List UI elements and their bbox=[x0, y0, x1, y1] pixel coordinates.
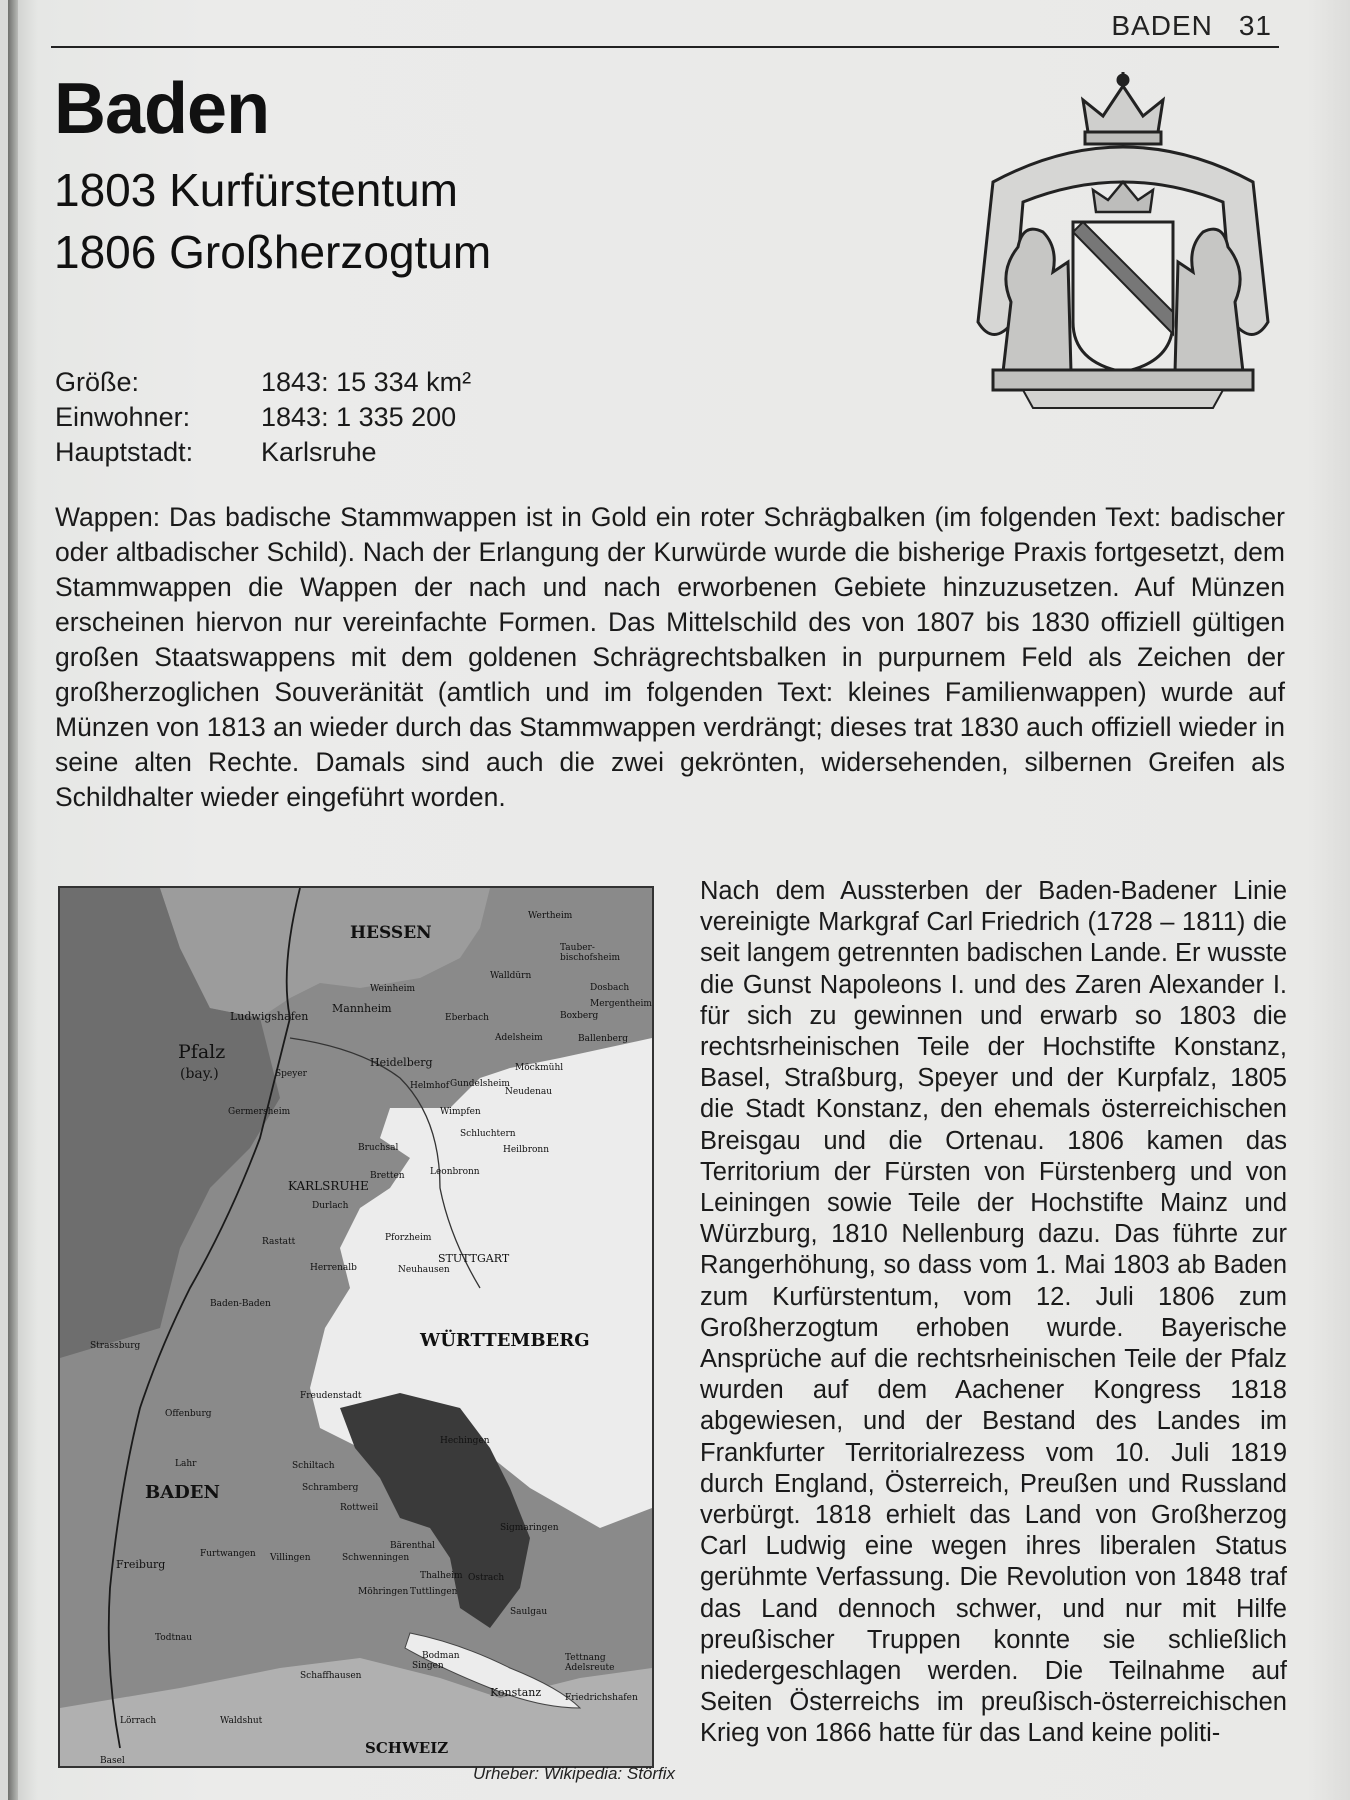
fact-table bbox=[55, 365, 471, 470]
map-place: Sigmaringen bbox=[500, 1523, 559, 1533]
map-place: Tauber- bbox=[560, 943, 595, 953]
fact-value: 1843: 15 334 km² bbox=[261, 367, 472, 397]
map-place: Strassburg bbox=[90, 1341, 141, 1351]
map-place: Wimpfen bbox=[440, 1107, 481, 1117]
fact-label: Größe: bbox=[55, 367, 140, 397]
map-place: Germersheim bbox=[228, 1107, 291, 1117]
map-place: Neuhausen bbox=[398, 1265, 450, 1275]
map-place: Durlach bbox=[312, 1201, 349, 1211]
map-place: Adelsheim bbox=[495, 1033, 543, 1043]
map-place: Tuttlingen bbox=[410, 1587, 458, 1597]
map-place: Möhringen bbox=[358, 1587, 409, 1597]
map-place: Singen bbox=[412, 1661, 444, 1671]
map-place: Bodman bbox=[422, 1651, 460, 1661]
map-place: Helmhof bbox=[410, 1081, 450, 1091]
map-place: Basel bbox=[100, 1756, 125, 1766]
map-place: Möckmühl bbox=[515, 1063, 564, 1073]
map-place: Herrenalb bbox=[310, 1263, 357, 1273]
map-place: Boxberg bbox=[560, 1011, 599, 1021]
fact-label: Hauptstadt: bbox=[55, 437, 194, 467]
map-place: Neudenau bbox=[505, 1087, 553, 1097]
map-place: Offenburg bbox=[165, 1409, 212, 1419]
map-place: Waldshut bbox=[220, 1716, 263, 1726]
small-crown-icon bbox=[1093, 182, 1153, 212]
map-place: Schiltach bbox=[292, 1461, 335, 1471]
map-place: Heilbronn bbox=[503, 1145, 550, 1155]
map-place: Freudenstadt bbox=[300, 1391, 362, 1401]
map-place: Bretten bbox=[370, 1171, 405, 1181]
map-place: Bruchsal bbox=[358, 1143, 399, 1153]
running-head bbox=[1085, 10, 1272, 42]
map-place: Weinheim bbox=[370, 984, 416, 994]
map-caption: Urheber: Wikipedia: Störfix bbox=[473, 1764, 676, 1783]
map-label-pfalz-note: (bay.) bbox=[180, 1066, 219, 1082]
page-number: 31 bbox=[1238, 10, 1272, 41]
map-place: bischofsheim bbox=[560, 953, 620, 963]
map-place: Speyer bbox=[275, 1069, 307, 1079]
fact-row-groesse bbox=[55, 365, 471, 400]
map-place: Todtnau bbox=[155, 1633, 193, 1643]
map-place: Thalheim bbox=[420, 1571, 463, 1581]
book-page bbox=[8, 0, 1350, 1800]
map-place: Hechingen bbox=[440, 1436, 490, 1446]
fact-label: Einwohner: bbox=[55, 402, 191, 432]
map-place: Wertheim bbox=[528, 911, 573, 921]
fact-row-einwohner bbox=[55, 400, 471, 435]
map-place: Saulgau bbox=[510, 1607, 548, 1617]
map-place: Eberbach bbox=[445, 1013, 489, 1023]
map-place: Lörrach bbox=[120, 1716, 157, 1726]
map-place: Mannheim bbox=[332, 1002, 392, 1015]
map-place: Heidelberg bbox=[370, 1056, 433, 1069]
map-label-schweiz: SCHWEIZ bbox=[365, 1739, 449, 1757]
map-place: Mergentheim bbox=[590, 999, 652, 1009]
map-place: Tettnang bbox=[565, 1653, 606, 1663]
map-place: Ballenberg bbox=[578, 1034, 629, 1044]
historical-map bbox=[60, 888, 652, 1766]
fact-value: Karlsruhe bbox=[261, 437, 377, 467]
map-place: Ludwigshafen bbox=[230, 1010, 309, 1023]
history-text: Nach dem Aussterben der Baden-Badener Linie vereinigte Markgraf Carl Friedrich (1728 – 1811) die seit langem getrennten badischen Lande. Er wusste die Gunst Napoleons I. und des Zaren Alexander I. für sich zu gewinnen und erwarb so 1803 die rechtsrheinischen Teile der Hochstifte Konstanz, Basel, Straßburg, Speyer und der Kurpfalz, 1805 die Stadt Konstanz, den ehemals österreichischen Breisgau und die Ortenau. 1806 kamen das Territorium der Fürsten von Fürstenberg und von Leiningen sowie Teile der Hochstifte Mainz und Würzburg, 1810 Nellenburg dazu. Das führte zur Rangerhöhung, so dass vom 1. Mai 1803 ab Baden zum Kurfürstentum, vom 12. Juli 1806 zum Großherzogtum erhoben wurde. Bayerische Ansprüche auf die rechtsrheinischen Teile der Pfalz wurden auf dem Aachener Kongress 1818 abgewiesen, und der Bestand des Landes im Frankfurter Territorialrezess vom 10. Juli 1819 durch England, Österreich, Preußen und Russland verbürgt. 1818 erhielt das Land von Großherzog Carl Ludwig eine wegen ihres liberalen Status gerühmte Verfassung. Die Revolution von 1848 traf das Land dennoch schwer, und nur mit Hilfe preußischer Truppen konnte sie schließlich niedergeschlagen werden. Die Teilnahme auf Seiten Österreichs im preußisch-österreichischen Krieg von 1866 hatte für das Land keine politi- bbox=[700, 877, 1287, 1748]
map-figure bbox=[58, 886, 654, 1768]
map-place: Rastatt bbox=[262, 1237, 296, 1247]
header-rule bbox=[51, 46, 1279, 48]
map-place: Friedrichshafen bbox=[565, 1693, 638, 1703]
map-place: Villingen bbox=[270, 1553, 311, 1563]
map-place: STUTTGART bbox=[438, 1252, 510, 1265]
running-head-section: BADEN bbox=[1111, 10, 1213, 41]
fact-value: 1843: 1 335 200 bbox=[261, 402, 457, 432]
map-place: Adelsreute bbox=[565, 1663, 615, 1673]
pedestal-icon bbox=[993, 370, 1253, 390]
map-place: Bärenthal bbox=[390, 1541, 436, 1551]
subtitle-kurfuerstentum: 1803 Kurfürstentum bbox=[54, 164, 459, 216]
map-label-pfalz: Pfalz bbox=[178, 1041, 226, 1063]
page-title: Baden bbox=[54, 69, 270, 149]
map-place: Rottweil bbox=[340, 1503, 379, 1513]
map-place: Baden-Baden bbox=[210, 1299, 271, 1309]
map-place: Lahr bbox=[175, 1459, 197, 1469]
book-binding-shadow bbox=[8, 0, 18, 1800]
subtitle-grossherzogtum: 1806 Großherzogtum bbox=[54, 226, 492, 278]
map-label-wuerttemberg: WÜRTTEMBERG bbox=[420, 1330, 590, 1351]
map-place: Ostrach bbox=[468, 1573, 505, 1583]
fact-row-hauptstadt bbox=[55, 435, 471, 470]
map-place: Schramberg bbox=[302, 1483, 359, 1493]
map-place: Walldürn bbox=[490, 971, 532, 981]
map-place: Dosbach bbox=[590, 983, 630, 993]
map-label-hessen: HESSEN bbox=[350, 923, 432, 943]
map-place: Schluchtern bbox=[460, 1129, 516, 1139]
map-place: Furtwangen bbox=[200, 1549, 256, 1559]
coat-of-arms-illustration bbox=[963, 72, 1283, 412]
map-place: Schaffhausen bbox=[300, 1671, 362, 1681]
map-place: Leonbronn bbox=[430, 1167, 480, 1177]
coat-of-arms-description: Wappen: Das badische Stammwappen ist in Gold ein roter Schrägbalken (im folgenden Text: badischer oder altbadischer Schild). Nach der Erlangung der Kurwürde wurde die bisherige Praxis fortgesetzt, dem Stammwappen die Wappen der nach und nach erworbenen Gebiete hinzuzusetzen. Auf Münzen erscheinen hiervon nur vereinfachte Formen. Das Mittelschild des von 1807 bis 1830 offiziell gültigen großen Staatswappens mit dem goldenen Schrägrechtsbalken in purpurnem Feld als Zeichen der großherzoglichen Souveränität (amtlich und im folgenden Text: kleines Familienwappen) wurde auf Münzen von 1813 an wieder durch das Stammwappen verdrängt; dieses trat 1830 auch offiziell wieder in seine alten Rechte. Damals sind auch die zwei gekrönten, widersehenden, silbernen Greifen als Schildhalter wieder eingeführt worden. bbox=[55, 502, 1285, 812]
map-place: Schwenningen bbox=[342, 1553, 410, 1563]
map-place: Konstanz bbox=[490, 1686, 542, 1699]
map-place: Pforzheim bbox=[385, 1233, 432, 1243]
map-place: Freiburg bbox=[116, 1558, 166, 1571]
crown-icon bbox=[1083, 72, 1163, 144]
map-label-baden: BADEN bbox=[145, 1482, 220, 1503]
map-place: KARLSRUHE bbox=[288, 1179, 369, 1193]
shield-icon bbox=[1073, 222, 1173, 372]
map-place: Gundelsheim bbox=[450, 1079, 510, 1089]
